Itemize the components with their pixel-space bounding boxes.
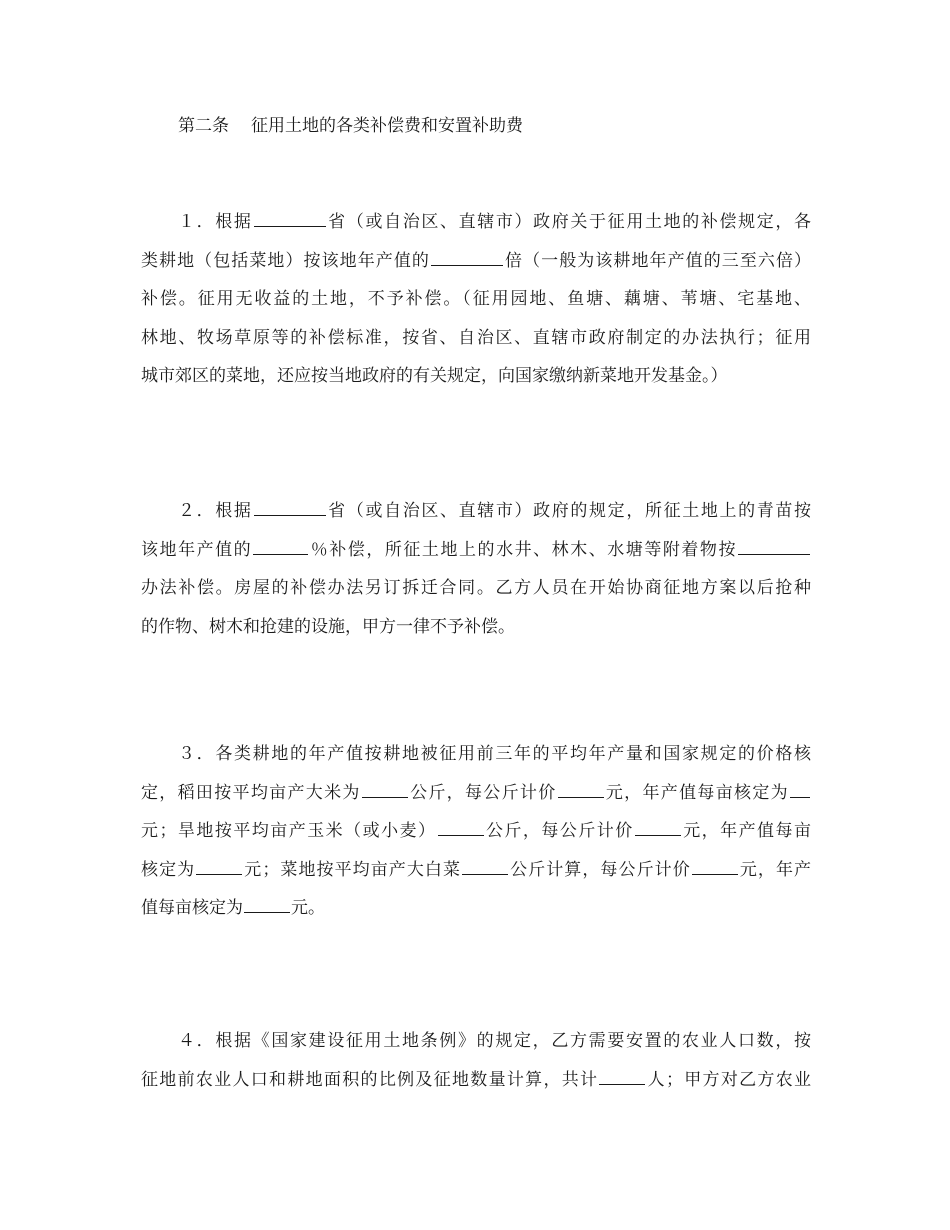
clause-2-line-4: 的作物、树木和抢建的设施，甲方一律不予补偿。 [141,616,515,637]
clause-3-line-1: ３．各类耕地的年产值按耕地被征用前三年的平均年产量和国家规定的价格核 [178,744,811,764]
clause-1-line-1: １．根据 省（或自治区、直辖市）政府关于征用土地的补偿规定，各 [178,212,812,232]
fill-blank [254,514,326,516]
clause-3-line-5: 值每亩核定为 元。 [141,898,325,919]
clause-3-line-3: 元；旱地按平均亩产玉米（或小麦） 公斤，每公斤计价 元，年产值每亩 [141,821,811,842]
clause-4 [141,1022,811,1099]
clause-4-line-2: 征地前农业人口和耕地面积的比例及征地数量计算，共计 人；甲方对乙方农业 [141,1069,812,1090]
clause-1-line-3: 补偿。征用无收益的土地，不予补偿。（征用园地、鱼塘、藕塘、苇塘、宅基地、 [141,289,811,310]
fill-blank [431,264,503,266]
fill-blank [635,834,681,836]
fill-blank [438,834,484,836]
fill-blank [244,911,290,913]
clause-4-line-1: ４．根据《国家建设征用土地条例》的规定，乙方需要安置的农业人口数，按 [178,1031,811,1051]
fill-blank [362,796,408,798]
clause-1-line-4: 林地、牧场草原等的补偿标准，按省、自治区、直辖市政府制定的办法执行；征用 [141,327,811,348]
fill-blank [692,873,738,875]
clause-3-line-2: 定，稻田按平均亩产大米为 公斤，每公斤计价 元，年产值每亩核定为 [141,774,811,813]
article-number: 第二条 [178,116,229,136]
article-title: 征用土地的各类补偿费和安置补助费 [251,116,523,136]
fill-blank [462,873,508,875]
clause-1-line-5: 城市郊区的菜地，还应按当地政府的有关规定，向国家缴纳新菜地开发基金。） [141,366,728,387]
fill-blank [738,553,810,555]
clause-1-line-2: 类耕地（包括菜地）按该地年产值的 倍（一般为该耕地年产值的三至六倍） [141,250,811,271]
fill-blank [253,553,308,555]
clause-3 [141,735,811,928]
clause-3-line-4: 核定为 元；菜地按平均亩产大白菜 公斤计算，每公斤计价 元，年产 [141,859,812,880]
fill-blank [599,1083,645,1085]
fill-blank [790,796,810,798]
fill-blank [196,873,242,875]
clause-2-line-2: 该地年产值的 ％补偿，所征土地上的水井、林木、水塘等附着物按 [141,531,811,570]
fill-blank [254,225,326,227]
fill-blank [558,796,604,798]
clause-2 [141,492,811,646]
clause-2-line-1: ２．根据 省（或自治区、直辖市）政府的规定，所征土地上的青苗按 [178,501,812,521]
section-heading [178,113,523,139]
clause-2-line-3: 办法补偿。房屋的补偿办法另订拆迁合同。乙方人员在开始协商征地方案以后抢种 [141,578,811,599]
clause-1 [141,203,811,396]
